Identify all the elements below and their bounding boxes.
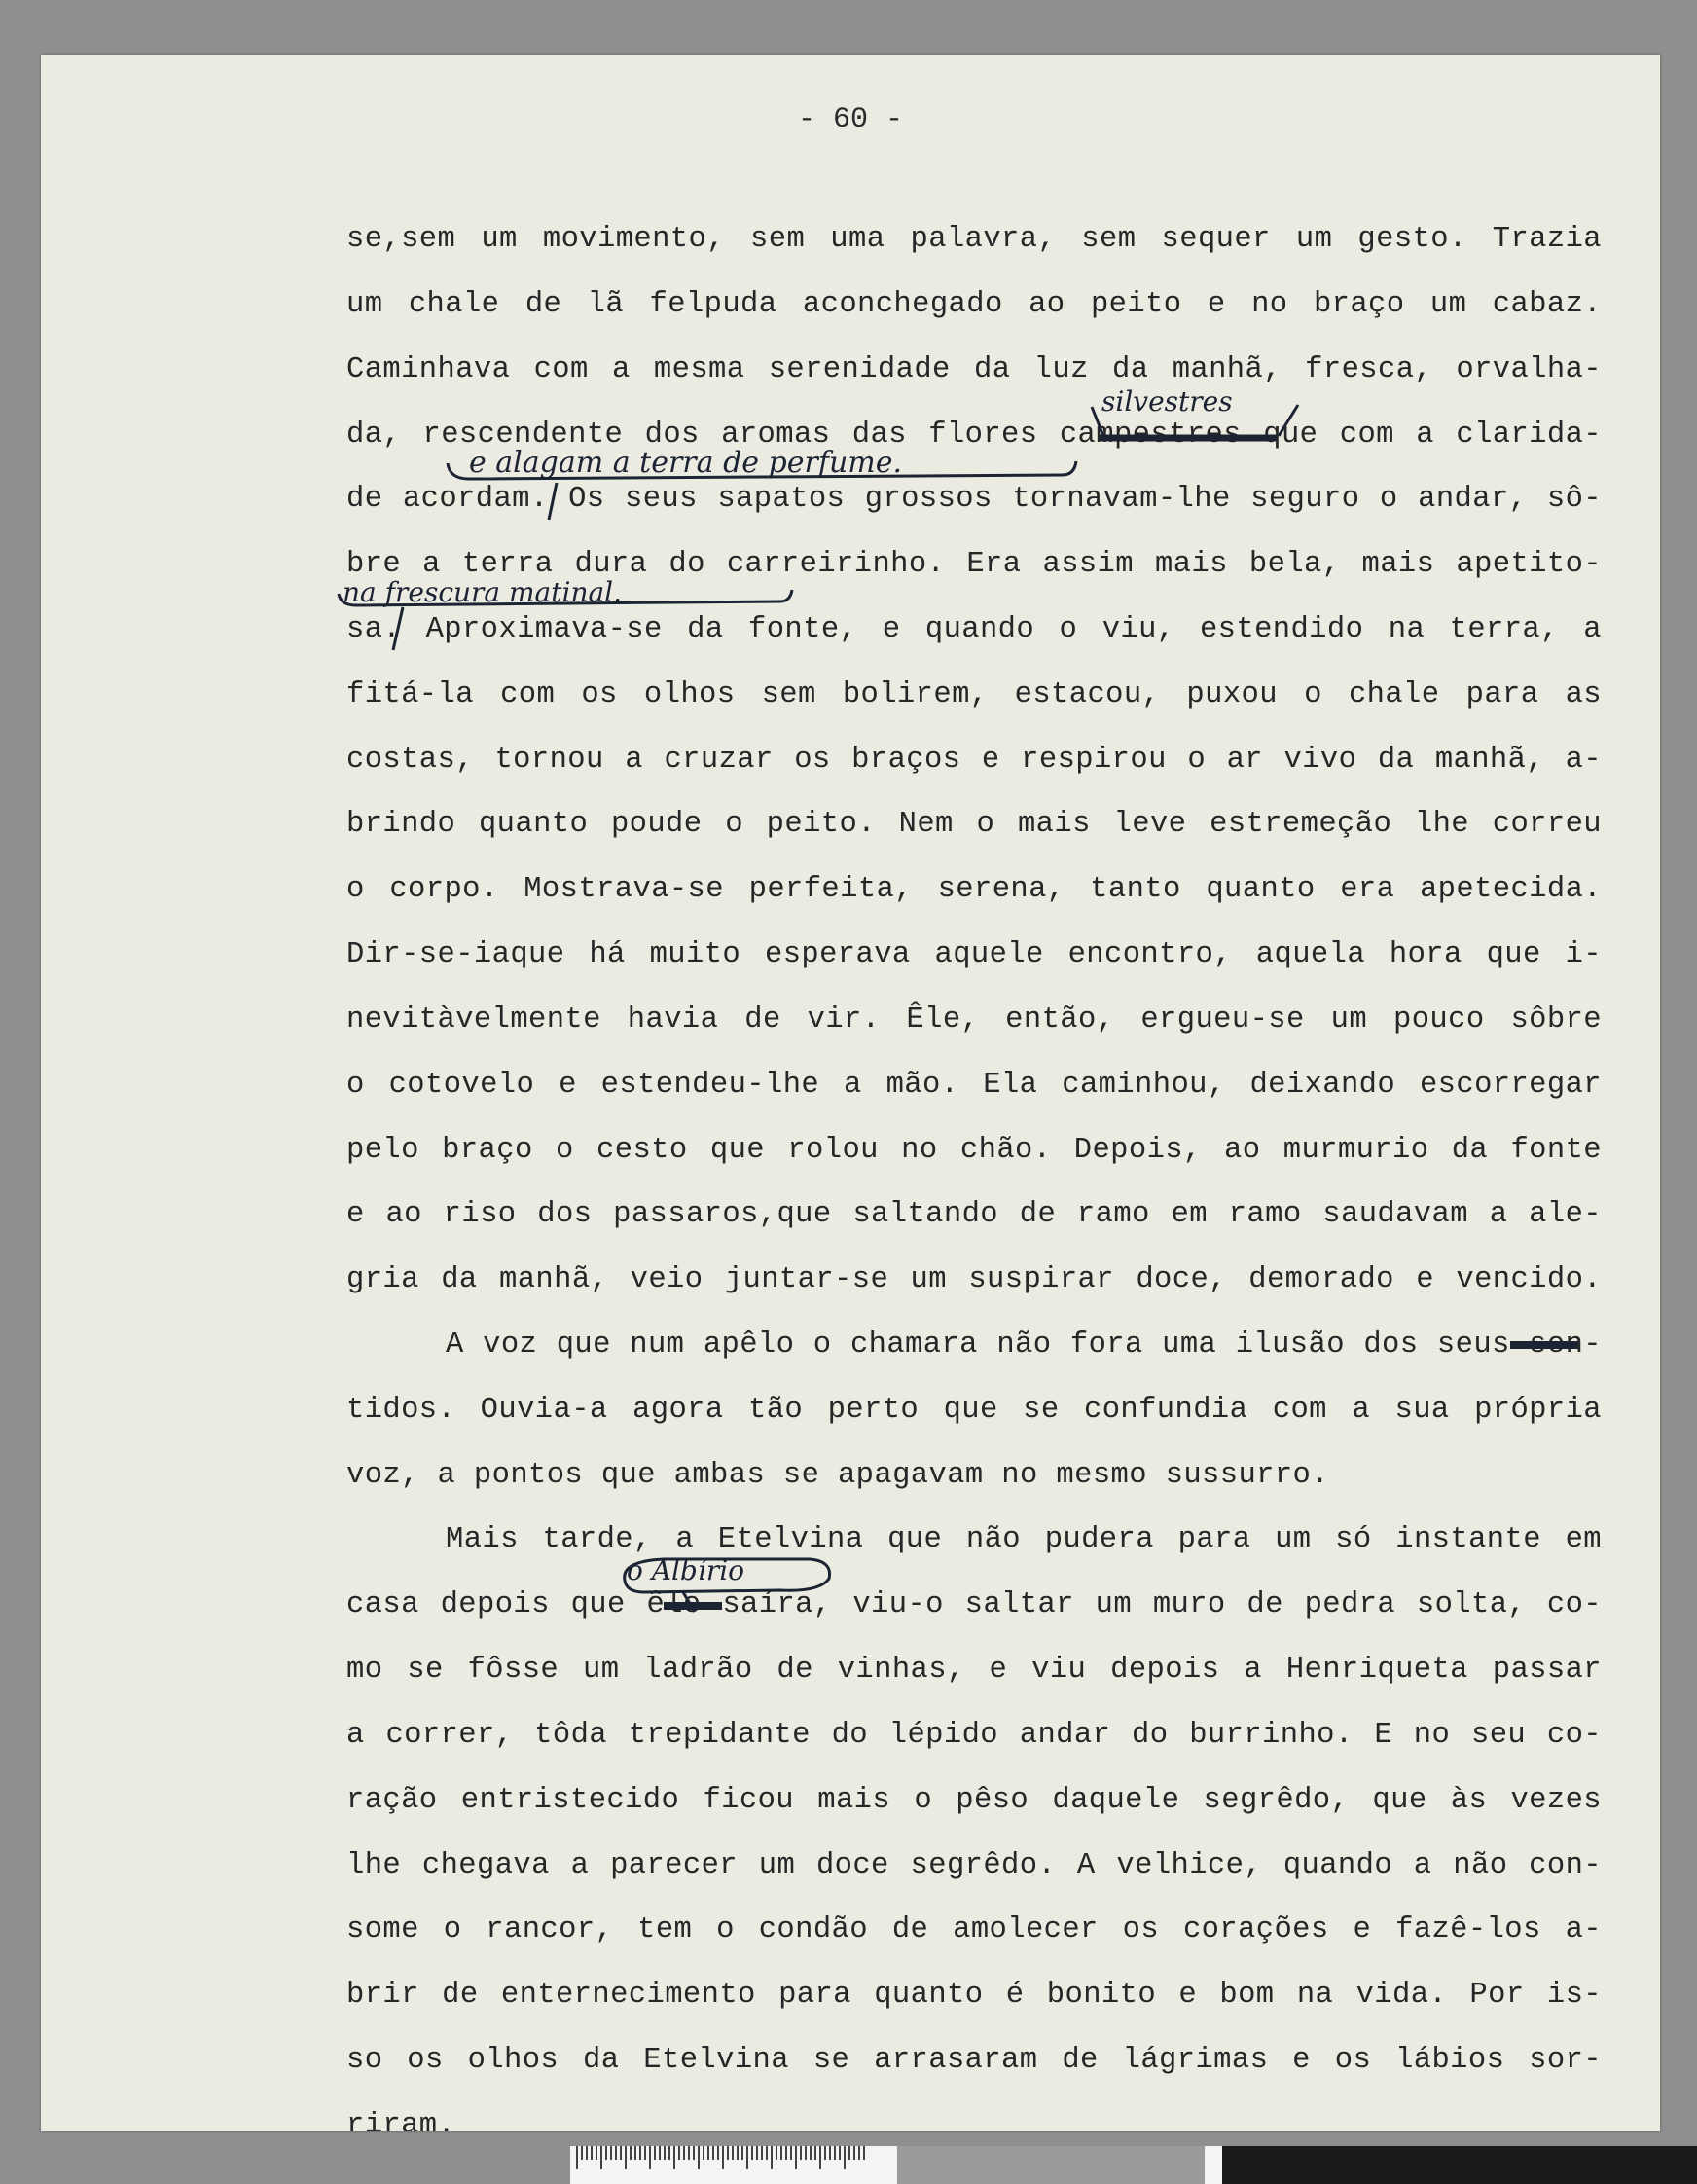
text-line: brir de enternecimento para quanto é bonito e bom na vida. Por is- — [346, 1979, 1602, 2012]
text-line: um chale de lã felpuda aconchegado ao peito e no braço um cabaz. — [346, 288, 1602, 321]
ruler-tick — [819, 2146, 821, 2169]
text-line: so os olhos da Etelvina se arrasaram de lágrimas e os lábios sor- — [346, 2044, 1602, 2077]
ruler-grey-block — [897, 2146, 1205, 2184]
ruler-tick — [634, 2146, 636, 2160]
ruler-tick — [800, 2146, 802, 2160]
ruler-tick — [751, 2146, 753, 2160]
ruler-tick — [659, 2146, 661, 2160]
ruler-tick — [678, 2146, 680, 2160]
ruler-tick — [693, 2146, 695, 2160]
text-line: fitá-la com os olhos sem bolirem, estacou, puxou o chale para as — [346, 678, 1602, 711]
ruler-tick — [600, 2146, 602, 2169]
ruler-tick — [639, 2146, 641, 2160]
page-number: - 60 - — [797, 103, 904, 136]
ruler-tick — [683, 2146, 685, 2160]
text-line: e ao riso dos passaros,que saltando de ramo em ramo saudavam a ale- — [346, 1198, 1602, 1231]
ruler-tick — [596, 2146, 597, 2160]
ruler-tick — [576, 2146, 578, 2169]
ruler-tick — [581, 2146, 583, 2160]
ruler-tick — [776, 2146, 777, 2160]
ruler-tick — [664, 2146, 666, 2160]
ruler-tick — [853, 2146, 855, 2160]
ruler-tick — [732, 2146, 734, 2160]
handwritten-insertion-albirio: o Albírio — [627, 1554, 745, 1586]
text-line: tidos. Ouvia-a agora tão perto que se confundia com a sua própria — [346, 1394, 1602, 1427]
text-line: bre a terra dura do carreirinho. Era assim mais bela, mais apetito- — [346, 548, 1602, 581]
pen-marks — [41, 55, 1660, 2131]
ruler-tick — [717, 2146, 719, 2160]
ruler-tick — [834, 2146, 836, 2160]
text-line: Caminhava com a mesma serenidade da luz da manhã, fresca, orvalha- — [346, 353, 1602, 386]
ruler-tick — [741, 2146, 743, 2160]
text-line: A voz que num apêlo o chamara não fora uma ilusão dos seus sen- — [446, 1329, 1602, 1362]
scale-ruler — [570, 2146, 1697, 2184]
ruler-tick — [756, 2146, 758, 2160]
text-line: gria da manhã, veio juntar-se um suspirar doce, demorado e vencido. — [346, 1263, 1602, 1296]
text-line: mo se fôsse um ladrão de vinhas, e viu depois a Henriqueta passar — [346, 1654, 1602, 1687]
ruler-tick — [780, 2146, 782, 2160]
text-line: Mais tarde, a Etelvina que não pudera para um só instante em — [446, 1523, 1602, 1556]
text-line: da, rescendente dos aromas das flores campestres que com a clarida- — [346, 419, 1602, 452]
ruler-tick — [790, 2146, 792, 2160]
ruler-tick — [644, 2146, 646, 2160]
text-line: o cotovelo e estendeu-lhe a mão. Ela caminhou, deixando escorregar — [346, 1069, 1602, 1102]
ruler-tick — [703, 2146, 704, 2160]
ruler-tick — [858, 2146, 860, 2160]
ruler-tick — [673, 2146, 675, 2169]
ruler-tick — [863, 2146, 865, 2160]
text-line: brindo quanto poude o peito. Nem o mais leve estremeção lhe correu — [346, 808, 1602, 841]
text-line: Dir-se-iaque há muito esperava aquele encontro, aquela hora que i- — [346, 938, 1602, 971]
ruler-tick — [654, 2146, 656, 2160]
ruler-tick — [761, 2146, 763, 2160]
ruler-tick — [668, 2146, 670, 2160]
text-line: ração entristecido ficou mais o pêso daquele segrêdo, que às vezes — [346, 1784, 1602, 1817]
ruler-tick — [712, 2146, 714, 2160]
text-line: riram. — [346, 2109, 456, 2131]
ruler-tick — [785, 2146, 787, 2160]
ruler-tick — [698, 2146, 700, 2169]
text-line: lhe chegava a parecer um doce segrêdo. A velhice, quando a não con- — [346, 1849, 1602, 1882]
ruler-tick — [829, 2146, 831, 2160]
ruler-tick — [844, 2146, 846, 2169]
text-line: casa depois que êle saíra, viu-o saltar um muro de pedra solta, co- — [346, 1588, 1602, 1621]
ruler-tick — [771, 2146, 773, 2169]
ruler-tick — [795, 2146, 797, 2169]
ruler-tick — [727, 2146, 729, 2160]
text-line: o corpo. Mostrava-se perfeita, serena, tanto quanto era apetecida. — [346, 873, 1602, 906]
ruler-tick — [586, 2146, 588, 2160]
ruler-tick — [649, 2146, 651, 2169]
ruler-tick — [810, 2146, 812, 2160]
ruler-tick — [839, 2146, 841, 2160]
text-line: a correr, tôda trepidante do lépido andar do burrinho. E no seu co- — [346, 1719, 1602, 1752]
ruler-tick — [707, 2146, 709, 2160]
handwritten-insertion-frescura: na frescura matinal. — [343, 576, 623, 608]
ruler-tick — [615, 2146, 617, 2160]
ruler-tick — [591, 2146, 593, 2160]
text-line: sa. Aproximava-se da fonte, e quando o viu, estendido na terra, a — [346, 613, 1602, 646]
ruler-tick — [824, 2146, 826, 2160]
ruler-tick — [620, 2146, 622, 2160]
text-line: pelo braço o cesto que rolou no chão. Depois, ao murmurio da fonte — [346, 1134, 1602, 1167]
ruler-tick — [814, 2146, 816, 2160]
handwritten-insertion-silvestres: silvestres — [1101, 385, 1233, 418]
ruler-tick — [746, 2146, 748, 2169]
ruler-tick — [688, 2146, 690, 2160]
ruler-black-block — [1222, 2146, 1697, 2184]
text-line: voz, a pontos que ambas se apagavam no mesmo sussurro. — [346, 1459, 1329, 1492]
ruler-tick — [766, 2146, 768, 2160]
ruler-tick — [848, 2146, 850, 2160]
handwritten-insertion-alagam: e alagam a terra de perfume. — [469, 446, 903, 480]
ruler-tick — [630, 2146, 632, 2160]
ruler-tick — [605, 2146, 607, 2160]
ruler-tick — [625, 2146, 627, 2169]
ruler-tick — [805, 2146, 807, 2160]
typed-page — [41, 55, 1660, 2131]
ruler-tick — [737, 2146, 739, 2160]
text-line: nevitàvelmente havia de vir. Êle, então, ergueu-se um pouco sôbre — [346, 1003, 1602, 1037]
ruler-tick — [610, 2146, 612, 2160]
text-line: se,sem um movimento, sem uma palavra, sem sequer um gesto. Trazia — [346, 223, 1602, 256]
text-line: de acordam. Os seus sapatos grossos tornavam-lhe seguro o andar, sô- — [346, 483, 1602, 516]
ruler-tick — [722, 2146, 724, 2169]
text-line: costas, tornou a cruzar os braços e respirou o ar vivo da manhã, a- — [346, 744, 1602, 777]
text-line: some o rancor, tem o condão de amolecer os corações e fazê-los a- — [346, 1913, 1602, 1947]
